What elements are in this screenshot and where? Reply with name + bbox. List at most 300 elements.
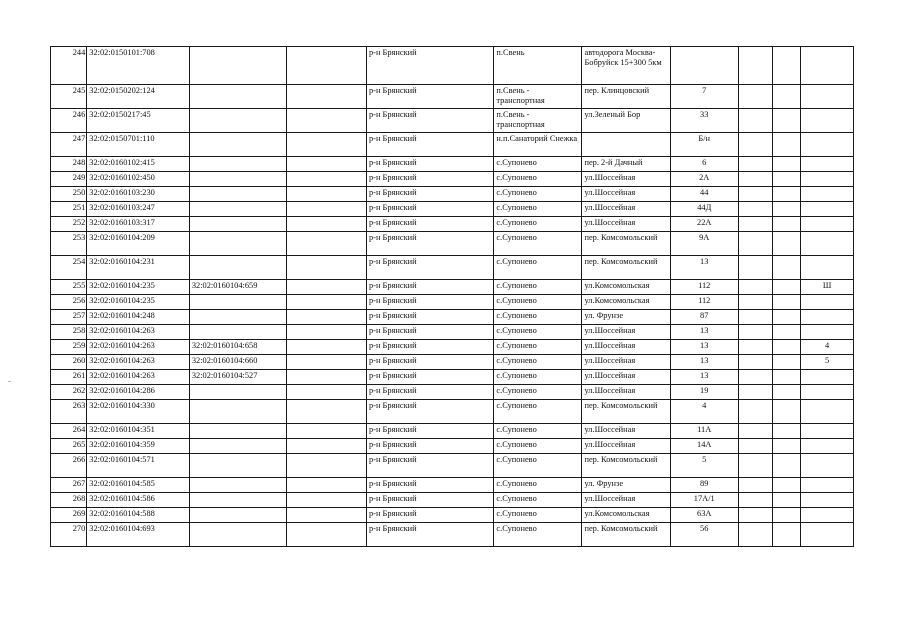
table-row [51,232,854,256]
locality-cell: с.Супонево [494,157,582,172]
table-row [51,325,854,340]
locality-cell: с.Супонево [494,493,582,508]
district-cell: р-н Брянский [366,400,493,424]
cadastral-number-cell: 32:02:0160102:415 [87,157,190,172]
building-cell [738,232,772,256]
house-number-cell: 2А [670,172,738,187]
house-number-cell: 7 [670,85,738,109]
unit-cell [773,310,801,325]
table-row [51,400,854,424]
cadastral-number-cell: 32:02:0150217:45 [87,109,190,133]
extra-column-cell [287,493,367,508]
related-cadastral-cell [189,400,286,424]
unit-cell [773,295,801,310]
row-number-cell: 258 [51,325,87,340]
extra-column-cell [287,478,367,493]
apartment-cell [801,157,854,172]
row-number-cell: 268 [51,493,87,508]
related-cadastral-cell [189,493,286,508]
building-cell [738,217,772,232]
street-cell: пер. Комсомольский [582,523,670,547]
unit-cell [773,172,801,187]
district-cell: р-н Брянский [366,280,493,295]
locality-cell: с.Супонево [494,217,582,232]
related-cadastral-cell [189,172,286,187]
apartment-cell [801,133,854,157]
street-cell: ул.Комсомольская [582,508,670,523]
table-row [51,256,854,280]
extra-column-cell [287,109,367,133]
row-number-cell: 247 [51,133,87,157]
apartment-cell [801,256,854,280]
related-cadastral-cell [189,523,286,547]
district-cell: р-н Брянский [366,172,493,187]
related-cadastral-cell [189,109,286,133]
row-number-cell: 259 [51,340,87,355]
table-row [51,202,854,217]
unit-cell [773,340,801,355]
building-cell [738,370,772,385]
locality-cell: с.Супонево [494,202,582,217]
district-cell: р-н Брянский [366,85,493,109]
street-cell: пер. Комсомольский [582,454,670,478]
unit-cell [773,508,801,523]
row-number-cell: 249 [51,172,87,187]
related-cadastral-cell [189,187,286,202]
cadastral-number-cell: 32:02:0160104:586 [87,493,190,508]
locality-cell: с.Супонево [494,454,582,478]
locality-cell: с.Супонево [494,400,582,424]
building-cell [738,310,772,325]
house-number-cell: 5 [670,454,738,478]
locality-cell: с.Супонево [494,424,582,439]
street-cell: ул.Шоссейная [582,325,670,340]
building-cell [738,280,772,295]
cadastral-number-cell: 32:02:0160103:317 [87,217,190,232]
house-number-cell: 44 [670,187,738,202]
street-cell: ул.Шоссейная [582,439,670,454]
extra-column-cell [287,325,367,340]
cadastral-number-cell: 32:02:0160104:263 [87,340,190,355]
district-cell: р-н Брянский [366,157,493,172]
row-number-cell: 245 [51,85,87,109]
cadastral-number-cell: 32:02:0160104:693 [87,523,190,547]
house-number-cell: 56 [670,523,738,547]
building-cell [738,493,772,508]
unit-cell [773,400,801,424]
district-cell: р-н Брянский [366,325,493,340]
table-row [51,109,854,133]
table-row [51,508,854,523]
district-cell: р-н Брянский [366,202,493,217]
house-number-cell [670,47,738,85]
table-row [51,370,854,385]
house-number-cell: 13 [670,370,738,385]
table-row [51,385,854,400]
district-cell: р-н Брянский [366,385,493,400]
street-cell: ул.Шоссейная [582,340,670,355]
row-number-cell: 257 [51,310,87,325]
unit-cell [773,85,801,109]
extra-column-cell [287,187,367,202]
row-number-cell: 269 [51,508,87,523]
apartment-cell [801,217,854,232]
locality-cell: п.Свень [494,47,582,85]
district-cell: р-н Брянский [366,310,493,325]
unit-cell [773,133,801,157]
street-cell [582,133,670,157]
extra-column-cell [287,172,367,187]
street-cell: ул.Комсомольская [582,280,670,295]
locality-cell: с.Супонево [494,478,582,493]
table-row [51,340,854,355]
apartment-cell [801,370,854,385]
district-cell: р-н Брянский [366,454,493,478]
row-number-cell: 252 [51,217,87,232]
row-number-cell: 260 [51,355,87,370]
locality-cell: с.Супонево [494,340,582,355]
related-cadastral-cell [189,454,286,478]
building-cell [738,85,772,109]
locality-cell: н.п.Санаторий Снежка [494,133,582,157]
cadastral-number-cell: 32:02:0150101:708 [87,47,190,85]
district-cell: р-н Брянский [366,109,493,133]
extra-column-cell [287,385,367,400]
unit-cell [773,523,801,547]
apartment-cell: 4 [801,340,854,355]
table-row [51,439,854,454]
building-cell [738,340,772,355]
related-cadastral-cell [189,478,286,493]
district-cell: р-н Брянский [366,478,493,493]
table-row [51,85,854,109]
building-cell [738,133,772,157]
extra-column-cell [287,508,367,523]
unit-cell [773,47,801,85]
related-cadastral-cell [189,295,286,310]
district-cell: р-н Брянский [366,232,493,256]
extra-column-cell [287,202,367,217]
house-number-cell: 13 [670,325,738,340]
street-cell: ул.Шоссейная [582,424,670,439]
unit-cell [773,424,801,439]
table-row [51,454,854,478]
apartment-cell [801,187,854,202]
unit-cell [773,157,801,172]
building-cell [738,325,772,340]
apartment-cell: 5 [801,355,854,370]
house-number-cell: 9А [670,232,738,256]
street-cell: ул.Комсомольская [582,295,670,310]
locality-cell: с.Супонево [494,187,582,202]
locality-cell: с.Супонево [494,439,582,454]
cadastral-number-cell: 32:02:0150202:124 [87,85,190,109]
unit-cell [773,478,801,493]
row-number-cell: 264 [51,424,87,439]
locality-cell: с.Супонево [494,280,582,295]
house-number-cell: 13 [670,256,738,280]
related-cadastral-cell [189,157,286,172]
cadastral-number-cell: 32:02:0160104:248 [87,310,190,325]
apartment-cell [801,454,854,478]
row-number-cell: 251 [51,202,87,217]
locality-cell: с.Супонево [494,172,582,187]
table-row [51,424,854,439]
locality-cell: с.Супонево [494,232,582,256]
building-cell [738,187,772,202]
apartment-cell [801,385,854,400]
street-cell: пер. Комсомольский [582,400,670,424]
table-row [51,157,854,172]
house-number-cell: 87 [670,310,738,325]
table-row [51,295,854,310]
apartment-cell [801,493,854,508]
street-cell: пер. 2-й Дачный [582,157,670,172]
district-cell: р-н Брянский [366,424,493,439]
unit-cell [773,439,801,454]
cadastral-number-cell: 32:02:0160104:209 [87,232,190,256]
extra-column-cell [287,295,367,310]
row-number-cell: 254 [51,256,87,280]
related-cadastral-cell: 32:02:0160104:660 [189,355,286,370]
unit-cell [773,370,801,385]
street-cell: пер. Комсомольский [582,256,670,280]
district-cell: р-н Брянский [366,370,493,385]
extra-column-cell [287,424,367,439]
apartment-cell [801,508,854,523]
street-cell: ул.Шоссейная [582,202,670,217]
extra-column-cell [287,523,367,547]
related-cadastral-cell [189,85,286,109]
building-cell [738,523,772,547]
building-cell [738,400,772,424]
extra-column-cell [287,400,367,424]
house-number-cell: 44Д [670,202,738,217]
street-cell: ул.Зеленый Бор [582,109,670,133]
extra-column-cell [287,439,367,454]
locality-cell: с.Супонево [494,523,582,547]
house-number-cell: 11А [670,424,738,439]
apartment-cell [801,439,854,454]
apartment-cell [801,232,854,256]
cadastral-number-cell: 32:02:0160104:263 [87,325,190,340]
row-number-cell: 256 [51,295,87,310]
apartment-cell [801,310,854,325]
apartment-cell [801,325,854,340]
house-number-cell: 112 [670,295,738,310]
extra-column-cell [287,280,367,295]
cadastral-number-cell: 32:02:0160104:263 [87,370,190,385]
related-cadastral-cell [189,256,286,280]
table-row [51,187,854,202]
unit-cell [773,280,801,295]
house-number-cell: 89 [670,478,738,493]
unit-cell [773,232,801,256]
row-number-cell: 253 [51,232,87,256]
apartment-cell [801,172,854,187]
locality-cell: п.Свень - транспортная [494,109,582,133]
house-number-cell: Б/н [670,133,738,157]
table-row [51,280,854,295]
locality-cell: п.Свень - транспортная [494,85,582,109]
address-register-table [50,46,854,547]
related-cadastral-cell [189,424,286,439]
street-cell: ул.Шоссейная [582,493,670,508]
apartment-cell [801,424,854,439]
cadastral-number-cell: 32:02:0160104:571 [87,454,190,478]
unit-cell [773,109,801,133]
cadastral-number-cell: 32:02:0160104:235 [87,295,190,310]
street-cell: пер. Комсомольский [582,232,670,256]
extra-column-cell [287,217,367,232]
building-cell [738,454,772,478]
apartment-cell [801,478,854,493]
house-number-cell: 63А [670,508,738,523]
building-cell [738,157,772,172]
cadastral-number-cell: 32:02:0160104:359 [87,439,190,454]
building-cell [738,295,772,310]
unit-cell [773,385,801,400]
cadastral-number-cell: 32:02:0160102:450 [87,172,190,187]
street-cell: ул.Шоссейная [582,187,670,202]
house-number-cell: 13 [670,355,738,370]
street-cell: ул.Шоссейная [582,355,670,370]
cadastral-number-cell: 32:02:0160104:330 [87,400,190,424]
building-cell [738,478,772,493]
district-cell: р-н Брянский [366,439,493,454]
building-cell [738,508,772,523]
related-cadastral-cell [189,133,286,157]
house-number-cell: 22А [670,217,738,232]
margin-mark [8,381,11,382]
row-number-cell: 244 [51,47,87,85]
row-number-cell: 270 [51,523,87,547]
row-number-cell: 267 [51,478,87,493]
house-number-cell: 112 [670,280,738,295]
extra-column-cell [287,310,367,325]
house-number-cell: 19 [670,385,738,400]
apartment-cell [801,400,854,424]
extra-column-cell [287,232,367,256]
related-cadastral-cell: 32:02:0160104:527 [189,370,286,385]
house-number-cell: 4 [670,400,738,424]
table-row [51,133,854,157]
table-row [51,355,854,370]
cadastral-number-cell: 32:02:0160104:231 [87,256,190,280]
building-cell [738,109,772,133]
table-row [51,47,854,85]
related-cadastral-cell: 32:02:0160104:659 [189,280,286,295]
building-cell [738,172,772,187]
district-cell: р-н Брянский [366,256,493,280]
locality-cell: с.Супонево [494,310,582,325]
table-row [51,493,854,508]
apartment-cell [801,109,854,133]
related-cadastral-cell [189,385,286,400]
locality-cell: с.Супонево [494,325,582,340]
district-cell: р-н Брянский [366,217,493,232]
related-cadastral-cell [189,439,286,454]
extra-column-cell [287,133,367,157]
district-cell: р-н Брянский [366,493,493,508]
street-cell: пер. Клинцовский [582,85,670,109]
related-cadastral-cell [189,47,286,85]
house-number-cell: 6 [670,157,738,172]
extra-column-cell [287,454,367,478]
table-row [51,478,854,493]
street-cell: ул.Шоссейная [582,370,670,385]
house-number-cell: 13 [670,340,738,355]
apartment-cell [801,85,854,109]
extra-column-cell [287,47,367,85]
cadastral-number-cell: 32:02:0160104:351 [87,424,190,439]
building-cell [738,355,772,370]
locality-cell: с.Супонево [494,256,582,280]
row-number-cell: 246 [51,109,87,133]
district-cell: р-н Брянский [366,187,493,202]
house-number-cell: 33 [670,109,738,133]
related-cadastral-cell [189,202,286,217]
table-row [51,310,854,325]
locality-cell: с.Супонево [494,370,582,385]
row-number-cell: 262 [51,385,87,400]
building-cell [738,385,772,400]
house-number-cell: 14А [670,439,738,454]
street-cell: ул. Фрунзе [582,310,670,325]
unit-cell [773,325,801,340]
district-cell: р-н Брянский [366,133,493,157]
related-cadastral-cell: 32:02:0160104:658 [189,340,286,355]
extra-column-cell [287,340,367,355]
building-cell [738,47,772,85]
unit-cell [773,202,801,217]
extra-column-cell [287,370,367,385]
street-cell: ул. Фрунзе [582,478,670,493]
unit-cell [773,217,801,232]
row-number-cell: 255 [51,280,87,295]
extra-column-cell [287,157,367,172]
house-number-cell: 17А/1 [670,493,738,508]
apartment-cell [801,47,854,85]
row-number-cell: 265 [51,439,87,454]
cadastral-number-cell: 32:02:0160104:588 [87,508,190,523]
related-cadastral-cell [189,325,286,340]
cadastral-number-cell: 32:02:0160103:247 [87,202,190,217]
table-row [51,217,854,232]
unit-cell [773,355,801,370]
row-number-cell: 266 [51,454,87,478]
unit-cell [773,256,801,280]
street-cell: автодорога Москва-Бобруйск 15+300 5км [582,47,670,85]
street-cell: ул.Шоссейная [582,217,670,232]
related-cadastral-cell [189,232,286,256]
address-register-sheet [50,46,854,547]
district-cell: р-н Брянский [366,508,493,523]
cadastral-number-cell: 32:02:0160103:230 [87,187,190,202]
building-cell [738,439,772,454]
table-row [51,523,854,547]
building-cell [738,424,772,439]
locality-cell: с.Супонево [494,355,582,370]
apartment-cell [801,523,854,547]
cadastral-number-cell: 32:02:0160104:585 [87,478,190,493]
apartment-cell [801,295,854,310]
related-cadastral-cell [189,310,286,325]
related-cadastral-cell [189,508,286,523]
extra-column-cell [287,355,367,370]
district-cell: р-н Брянский [366,295,493,310]
extra-column-cell [287,85,367,109]
